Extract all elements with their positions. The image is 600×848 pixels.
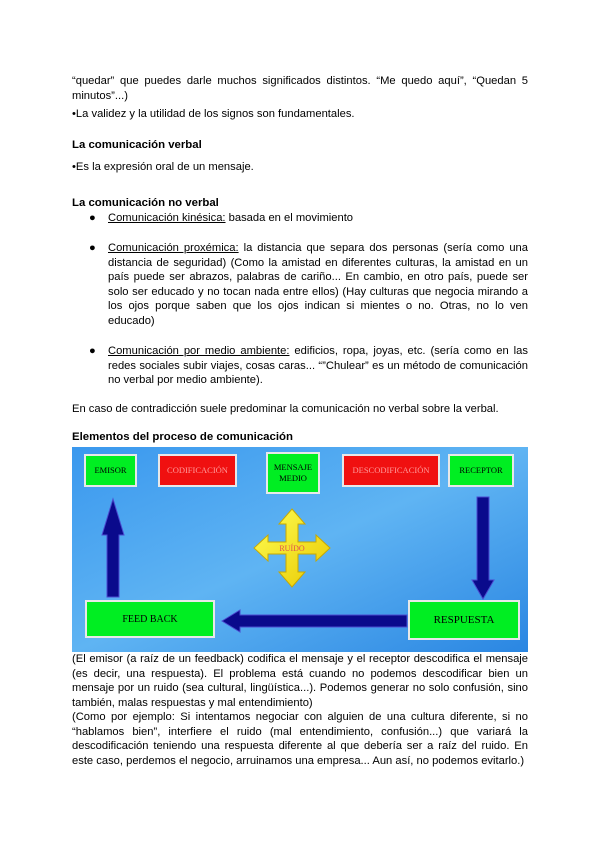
- nonverbal-list: [72, 211, 528, 226]
- item-term: Comunicación kinésica:: [108, 212, 226, 224]
- verbal-heading: La comunicación verbal: [72, 139, 202, 151]
- intro-continuation: “quedar” que puedes darle muchos significados distintos. “Me quedo aquí”, “Quedan 5 minutos”...): [72, 75, 528, 102]
- bullet-icon: ●: [89, 345, 96, 357]
- descodificacion-box: DESCODIFICACIÓN: [342, 454, 440, 487]
- item-text: la distancia que separa dos personas (sería como una distancia de seguridad) (Como la amistad en diferentes culturas, la amistad en un país puede ser abrazos, palabras de cariño... En cambio, en otro país, puede ser solo ser educado y no tocan nada entre ellos) (Hay culturas que negocia mirando a los ojos porque saben que los ojos indican si mientes o no. Otras, no lo ven educado): [108, 242, 529, 327]
- list-item: [72, 211, 528, 226]
- explanation-paragraph-2: (Como por ejemplo: Si intentamos negociar con alguien de una cultura diferente, si no “hablamos bien”, interfiere el ruido (mal entendimiento, confusión...) que variará la descodificación teniendo una respuesta diferente al que debería ser a raíz del ruido. En este caso, perdemos el negocio, arruinamos una empresa... Aun así, no podemos evitarlo.): [72, 711, 528, 767]
- feedback-box: FEED BACK: [85, 600, 215, 638]
- ruido-label: RUÍDO: [279, 543, 305, 553]
- contradiction-note: En caso de contradicción suele predominar la comunicación no verbal sobre la verbal.: [72, 403, 499, 415]
- communication-diagram: [72, 447, 528, 652]
- explanation-paragraph-1: (El emisor (a raíz de un feedback) codifica el mensaje y el receptor descodifica el mensaje (es decir, una respuesta). El problema está cuando no podemos descodificar bien un mensaje por un ruido (sea cultural, lingüística...). Podemos generar no solo confusión, sino también, malas respuestas y mal entendimiento): [72, 653, 528, 709]
- item-term: Comunicación proxémica:: [108, 242, 239, 254]
- bullet-icon: ●: [89, 242, 96, 254]
- bullet-icon: ●: [89, 212, 96, 224]
- emisor-box: EMISOR: [84, 454, 137, 487]
- item-term: Comunicación por medio ambiente:: [108, 345, 290, 357]
- item-text: edificios, ropa, joyas, etc. (sería como en las redes sociales subir viajes, cosas caras... “”Chulear” es un método de comunicación no verbal por medio ambiente).: [108, 345, 528, 387]
- mensaje-medio-box: MENSAJE MEDIO: [266, 452, 320, 494]
- item-text: basada en el movimiento: [225, 212, 354, 224]
- list-item: [72, 241, 528, 329]
- respuesta-box: RESPUESTA: [408, 600, 520, 640]
- list-item: [72, 344, 528, 388]
- receptor-box: RECEPTOR: [448, 454, 514, 487]
- nonverbal-list: [72, 344, 528, 388]
- nonverbal-list: [72, 241, 528, 329]
- nonverbal-heading: La comunicación no verbal: [72, 197, 219, 209]
- elements-heading: Elementos del proceso de comunicación: [72, 431, 293, 443]
- validity-note: •La validez y la utilidad de los signos son fundamentales.: [72, 108, 355, 120]
- verbal-text: •Es la expresión oral de un mensaje.: [72, 161, 254, 173]
- codificacion-box: CODIFICACIÓN: [158, 454, 237, 487]
